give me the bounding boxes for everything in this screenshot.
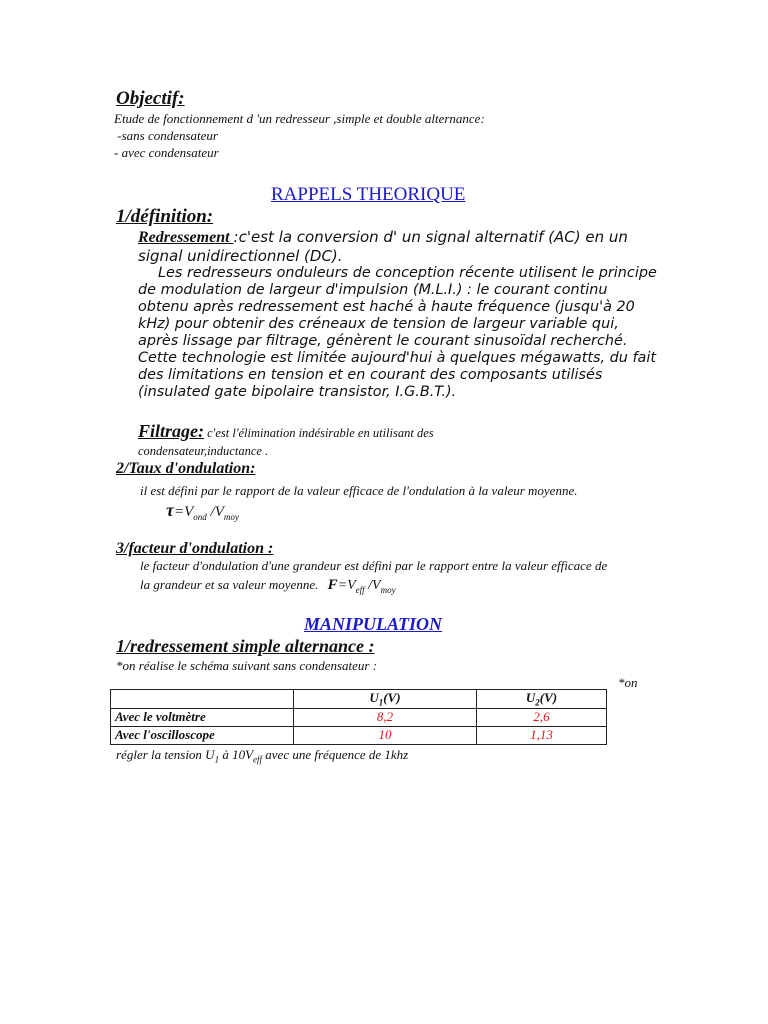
taux-formula: [166, 500, 239, 522]
regler-sub1: 1: [214, 754, 220, 765]
objectif-title: Objectif:: [116, 88, 185, 109]
facteur-formula: [328, 578, 396, 593]
facteur-body: [140, 556, 620, 600]
on-note: *on: [618, 675, 638, 690]
taux-title: 2/Taux d'ondulation:: [116, 460, 256, 477]
row-u2-value: 2,6: [477, 708, 607, 726]
objectif-line-2: -sans condensateur: [114, 128, 218, 143]
facteur-formula-sub2: moy: [380, 584, 396, 595]
redressement-term: Redressement: [138, 229, 234, 246]
facteur-text: le facteur d'ondulation d'une grandeur est défini par le rapport entre la valeur efficace de la grandeur et sa valeur moyenne.: [140, 558, 608, 592]
filtrage-term: Filtrage:: [138, 421, 204, 441]
row-label: Avec l'oscilloscope: [111, 726, 294, 744]
taux-body: [140, 479, 620, 526]
facteur-formula-sub1: eff: [355, 584, 365, 595]
regler-sub2: eff: [253, 754, 263, 765]
table-header-u2: $U_2(V)$: [477, 690, 607, 709]
table-header-row: [111, 690, 607, 709]
objectif-line-3: - avec condensateur: [114, 145, 219, 160]
manipulation-title: MANIPULATION: [304, 614, 443, 634]
mli-paragraph: Les redresseurs onduleurs de conception récente utilisent le principe de modulation de largeur d'impulsion (M.L.I.) : le courant continu obtenu après redressement est haché à haute fréquence (jusqu'à 20 kHz) pour obtenir des créneaux de tension de largeur variable qui, après lissage par filtrage, génèrent le courant sinusoïdal recherché. Cette technologie est limitée aujourd'hui à quelques mégawatts, du fait des limitations en tension et en courant des composants utilisés (insulated gate bipolaire transistor, I.G.B.T.).: [138, 265, 657, 400]
measurement-table: [110, 689, 607, 745]
objectif-line-1: Etude de fonctionnement d 'un redresseur ,simple et double alternance:: [114, 111, 485, 126]
taux-formula-eq: =V: [174, 504, 194, 520]
u2-sub: 2: [535, 697, 540, 708]
taux-text: il est défini par le rapport de la valeur efficace de l'ondulation à la valeur moyenne.: [140, 483, 578, 498]
taux-formula-sub1: ond: [193, 512, 207, 522]
filtrage-text: c'est l'élimination indésirable en utilisant des condensateur,inductance .: [138, 426, 437, 458]
redressement-text: :c'est la conversion d' un signal alternatif (AC) en un signal unidirectionnel (DC).: [138, 228, 628, 265]
regler-text-a: régler la tension U: [116, 747, 215, 762]
facteur-title: 3/facteur d'ondulation :: [116, 540, 274, 557]
facteur-formula-sep: /V: [364, 578, 381, 593]
row-label: Avec le voltmètre: [111, 708, 294, 726]
regler-text-c: avec une fréquence de 1khz: [262, 747, 409, 762]
redressement-definition: [138, 228, 658, 266]
table-header-cell: [111, 690, 294, 709]
taux-formula-sub2: moy: [223, 512, 239, 522]
row-u1-value: 8,2: [294, 708, 477, 726]
table-header-u1: $U_1(V)$: [294, 690, 477, 709]
row-u2-value: 1,13: [477, 726, 607, 744]
rappels-title: RAPPELS THEORIQUE: [271, 184, 466, 205]
f-symbol: F: [327, 577, 338, 593]
u1-sub: 1: [378, 697, 384, 708]
facteur-formula-eq: =V: [337, 578, 356, 593]
taux-formula-sep: /V: [206, 504, 224, 520]
regler-text-b: à 10V: [219, 747, 254, 762]
row-u1-value: 10: [294, 726, 477, 744]
regler-line: [116, 746, 408, 769]
schema-line: *on réalise le schéma suivant sans condensateur :: [116, 658, 378, 673]
tau-symbol: τ: [166, 500, 174, 520]
redressement-simple-title: 1/redressement simple alternance :: [116, 636, 375, 656]
filtrage-definition: [138, 421, 538, 460]
definition-title: 1/définition:: [116, 206, 214, 227]
table-row: [111, 726, 607, 744]
objectif-lines: [114, 110, 485, 161]
table-row: [111, 708, 607, 726]
